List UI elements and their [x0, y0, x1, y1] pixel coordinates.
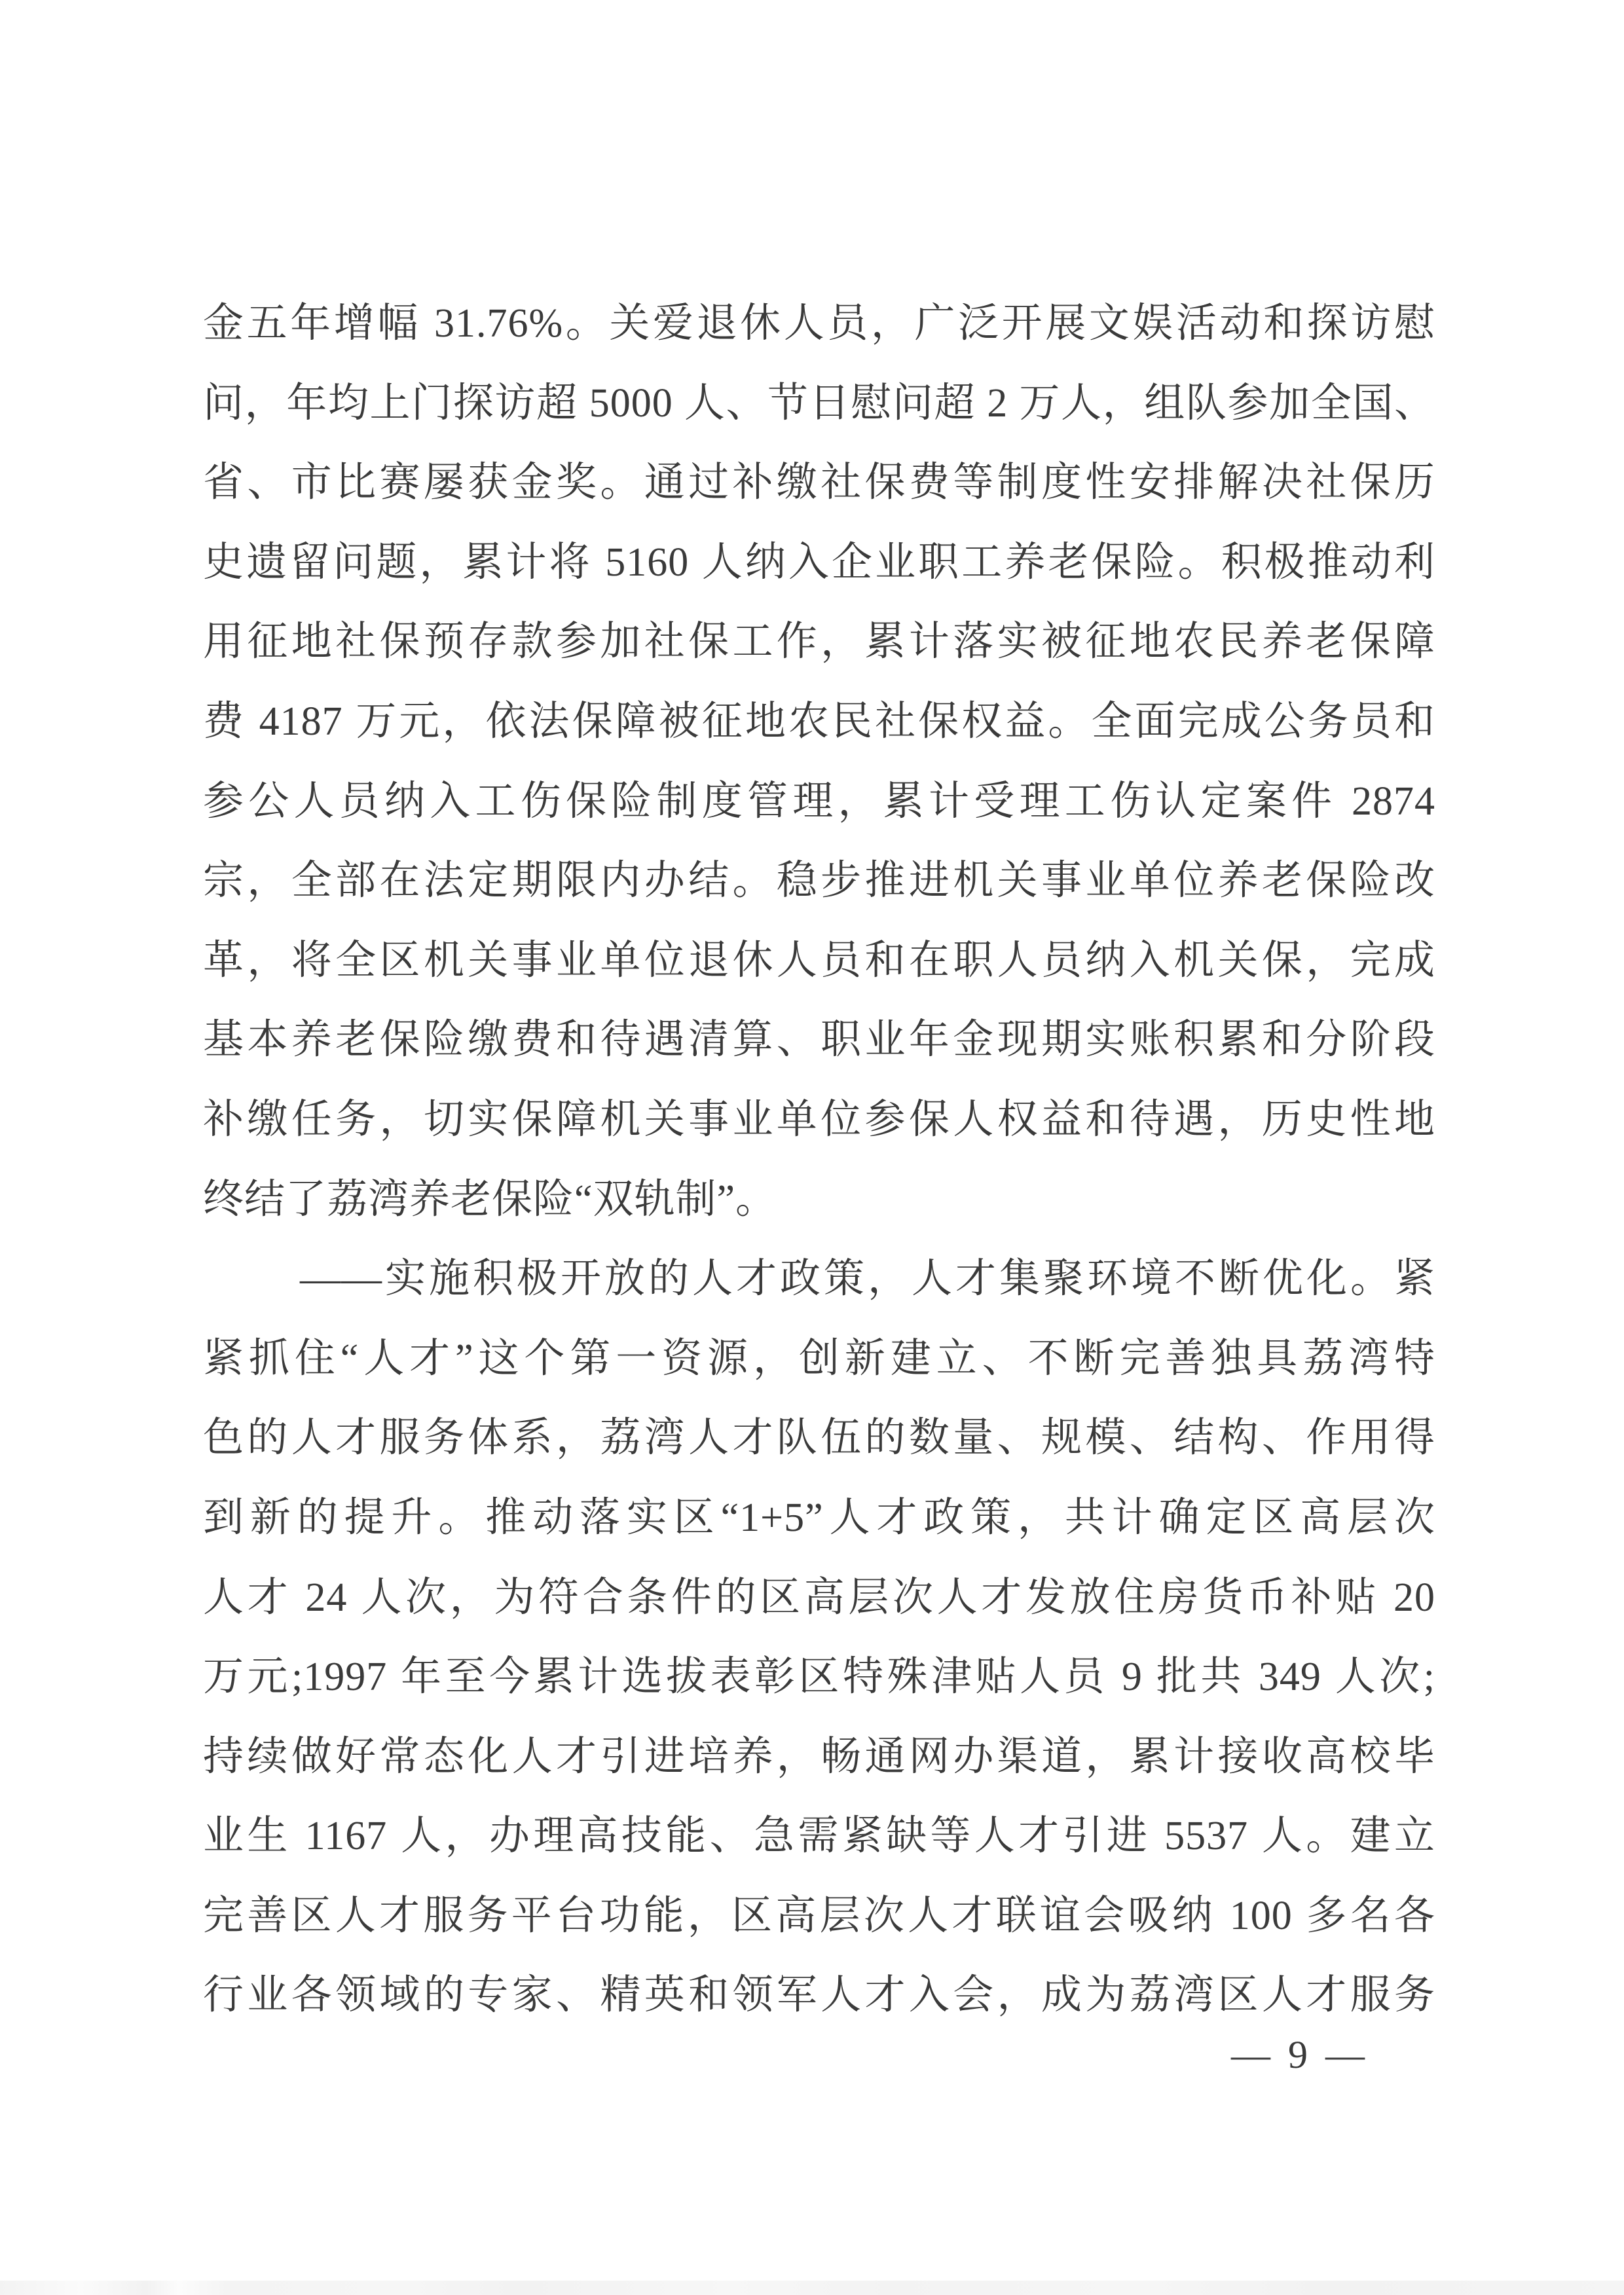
text-line: 到新的提升。推动落实区“1+5”人才政策，共计确定区高层次	[203, 1495, 1435, 1540]
text-line: 行业各领域的专家、精英和领军人才入会，成为荔湾区人才服务	[203, 1973, 1435, 2018]
text-line: 完善区人才服务平台功能，区高层次人才联谊会吸纳 100 多名各	[203, 1893, 1435, 1938]
text-line: 持续做好常态化人才引进培养，畅通网办渠道，累计接收高校毕	[203, 1734, 1435, 1779]
text-line: 用征地社保预存款参加社保工作，累计落实被征地农民养老保障	[203, 619, 1435, 665]
text-line: 色的人才服务体系，荔湾人才队伍的数量、规模、结构、作用得	[203, 1416, 1435, 1461]
text-line: 万元;1997 年至今累计选拔表彰区特殊津贴人员 9 批共 349 人次;	[203, 1655, 1435, 1700]
text-line: 宗，全部在法定期限内办结。稳步推进机关事业单位养老保险改	[203, 858, 1435, 904]
text-line: ——实施积极开放的人才政策，人才集聚环境不断优化。紧	[300, 1257, 1435, 1302]
text-line: 终结了荔湾养老保险“双轨制”。	[203, 1177, 777, 1222]
body-text	[203, 284, 1435, 2036]
text-line: 革，将全区机关事业单位退休人员和在职人员纳入机关保，完成	[203, 938, 1435, 983]
paragraph-talent-policy	[203, 1239, 1435, 2036]
text-line: 基本养老保险缴费和待遇清算、职业年金现期实账积累和分阶段	[203, 1018, 1435, 1063]
paragraph-social-security	[203, 284, 1435, 1239]
text-line: 省、市比赛屡获金奖。通过补缴社保费等制度性安排解决社保历	[203, 460, 1435, 505]
text-line: 金五年增幅 31.76%。关爱退休人员，广泛开展文娱活动和探访慰	[203, 301, 1435, 346]
text-line: 紧抓住“人才”这个第一资源，创新建立、不断完善独具荔湾特	[203, 1336, 1435, 1381]
text-line: 参公人员纳入工伤保险制度管理，累计受理工伤认定案件 2874	[203, 779, 1435, 824]
page-number: — 9 —	[1231, 2033, 1369, 2076]
text-line: 费 4187 万元，依法保障被征地农民社保权益。全面完成公务员和	[203, 699, 1435, 744]
text-line: 问，年均上门探访超 5000 人、节日慰问超 2 万人，组队参加全国、	[203, 380, 1435, 426]
text-line: 补缴任务，切实保障机关事业单位参保人权益和待遇，历史性地	[203, 1097, 1435, 1142]
scan-edge-artifact	[0, 2281, 1624, 2295]
text-line: 史遗留问题，累计将 5160 人纳入企业职工养老保险。积极推动利	[203, 540, 1435, 585]
text-line: 业生 1167 人，办理高技能、急需紧缺等人才引进 5537 人。建立	[203, 1814, 1435, 1859]
text-line: 人才 24 人次，为符合条件的区高层次人才发放住房货币补贴 20	[203, 1575, 1435, 1620]
